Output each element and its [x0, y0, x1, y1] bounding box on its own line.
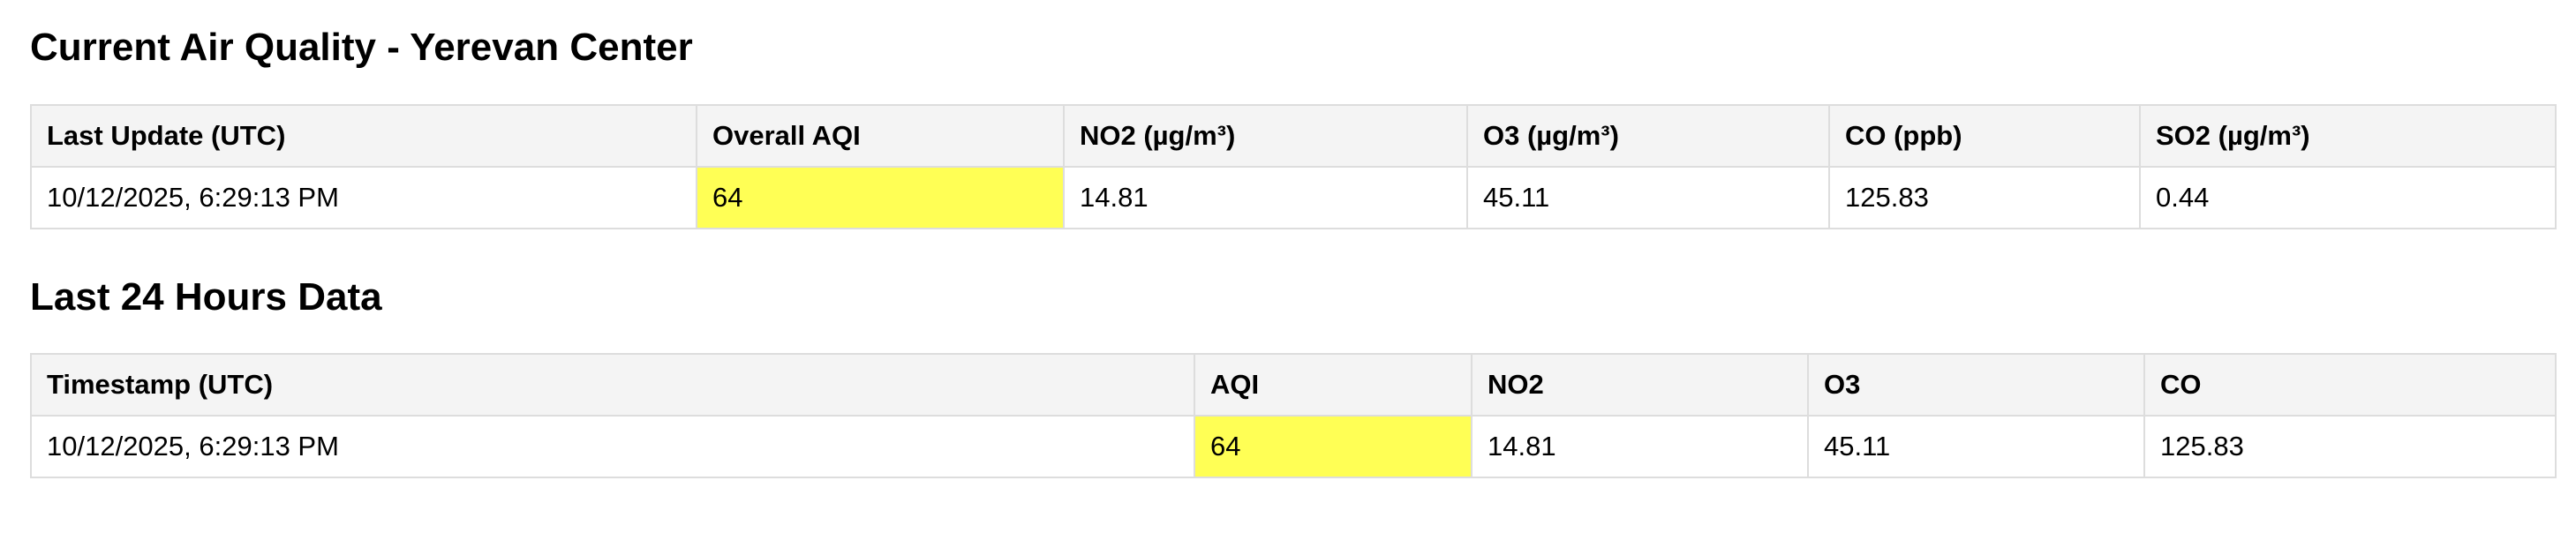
header-so2: SO2 (µg/m³) — [2140, 105, 2556, 167]
cell-so2: 0.44 — [2140, 167, 2556, 229]
table-row — [31, 416, 2556, 477]
header-co: CO — [2144, 354, 2556, 416]
header-o3: O3 — [1808, 354, 2144, 416]
cell-no2: 14.81 — [1064, 167, 1467, 229]
cell-timestamp: 10/12/2025, 6:29:13 PM — [31, 416, 1194, 477]
cell-last-update: 10/12/2025, 6:29:13 PM — [31, 167, 697, 229]
last-24-hours-title: Last 24 Hours Data — [30, 275, 382, 319]
cell-co: 125.83 — [2144, 416, 2556, 477]
table-header-row — [31, 105, 2556, 167]
cell-aqi: 64 — [1194, 416, 1472, 477]
cell-co: 125.83 — [1829, 167, 2140, 229]
table-header-row — [31, 354, 2556, 416]
header-no2: NO2 (µg/m³) — [1064, 105, 1467, 167]
cell-o3: 45.11 — [1808, 416, 2144, 477]
header-no2: NO2 — [1472, 354, 1808, 416]
header-aqi: AQI — [1194, 354, 1472, 416]
current-air-quality-table — [30, 104, 2557, 229]
cell-no2: 14.81 — [1472, 416, 1808, 477]
cell-overall-aqi: 64 — [697, 167, 1064, 229]
cell-o3: 45.11 — [1467, 167, 1829, 229]
table-row — [31, 167, 2556, 229]
header-co: CO (ppb) — [1829, 105, 2140, 167]
header-timestamp: Timestamp (UTC) — [31, 354, 1194, 416]
header-last-update: Last Update (UTC) — [31, 105, 697, 167]
current-air-quality-title: Current Air Quality - Yerevan Center — [30, 26, 693, 69]
last-24-hours-table — [30, 353, 2557, 478]
header-o3: O3 (µg/m³) — [1467, 105, 1829, 167]
header-overall-aqi: Overall AQI — [697, 105, 1064, 167]
